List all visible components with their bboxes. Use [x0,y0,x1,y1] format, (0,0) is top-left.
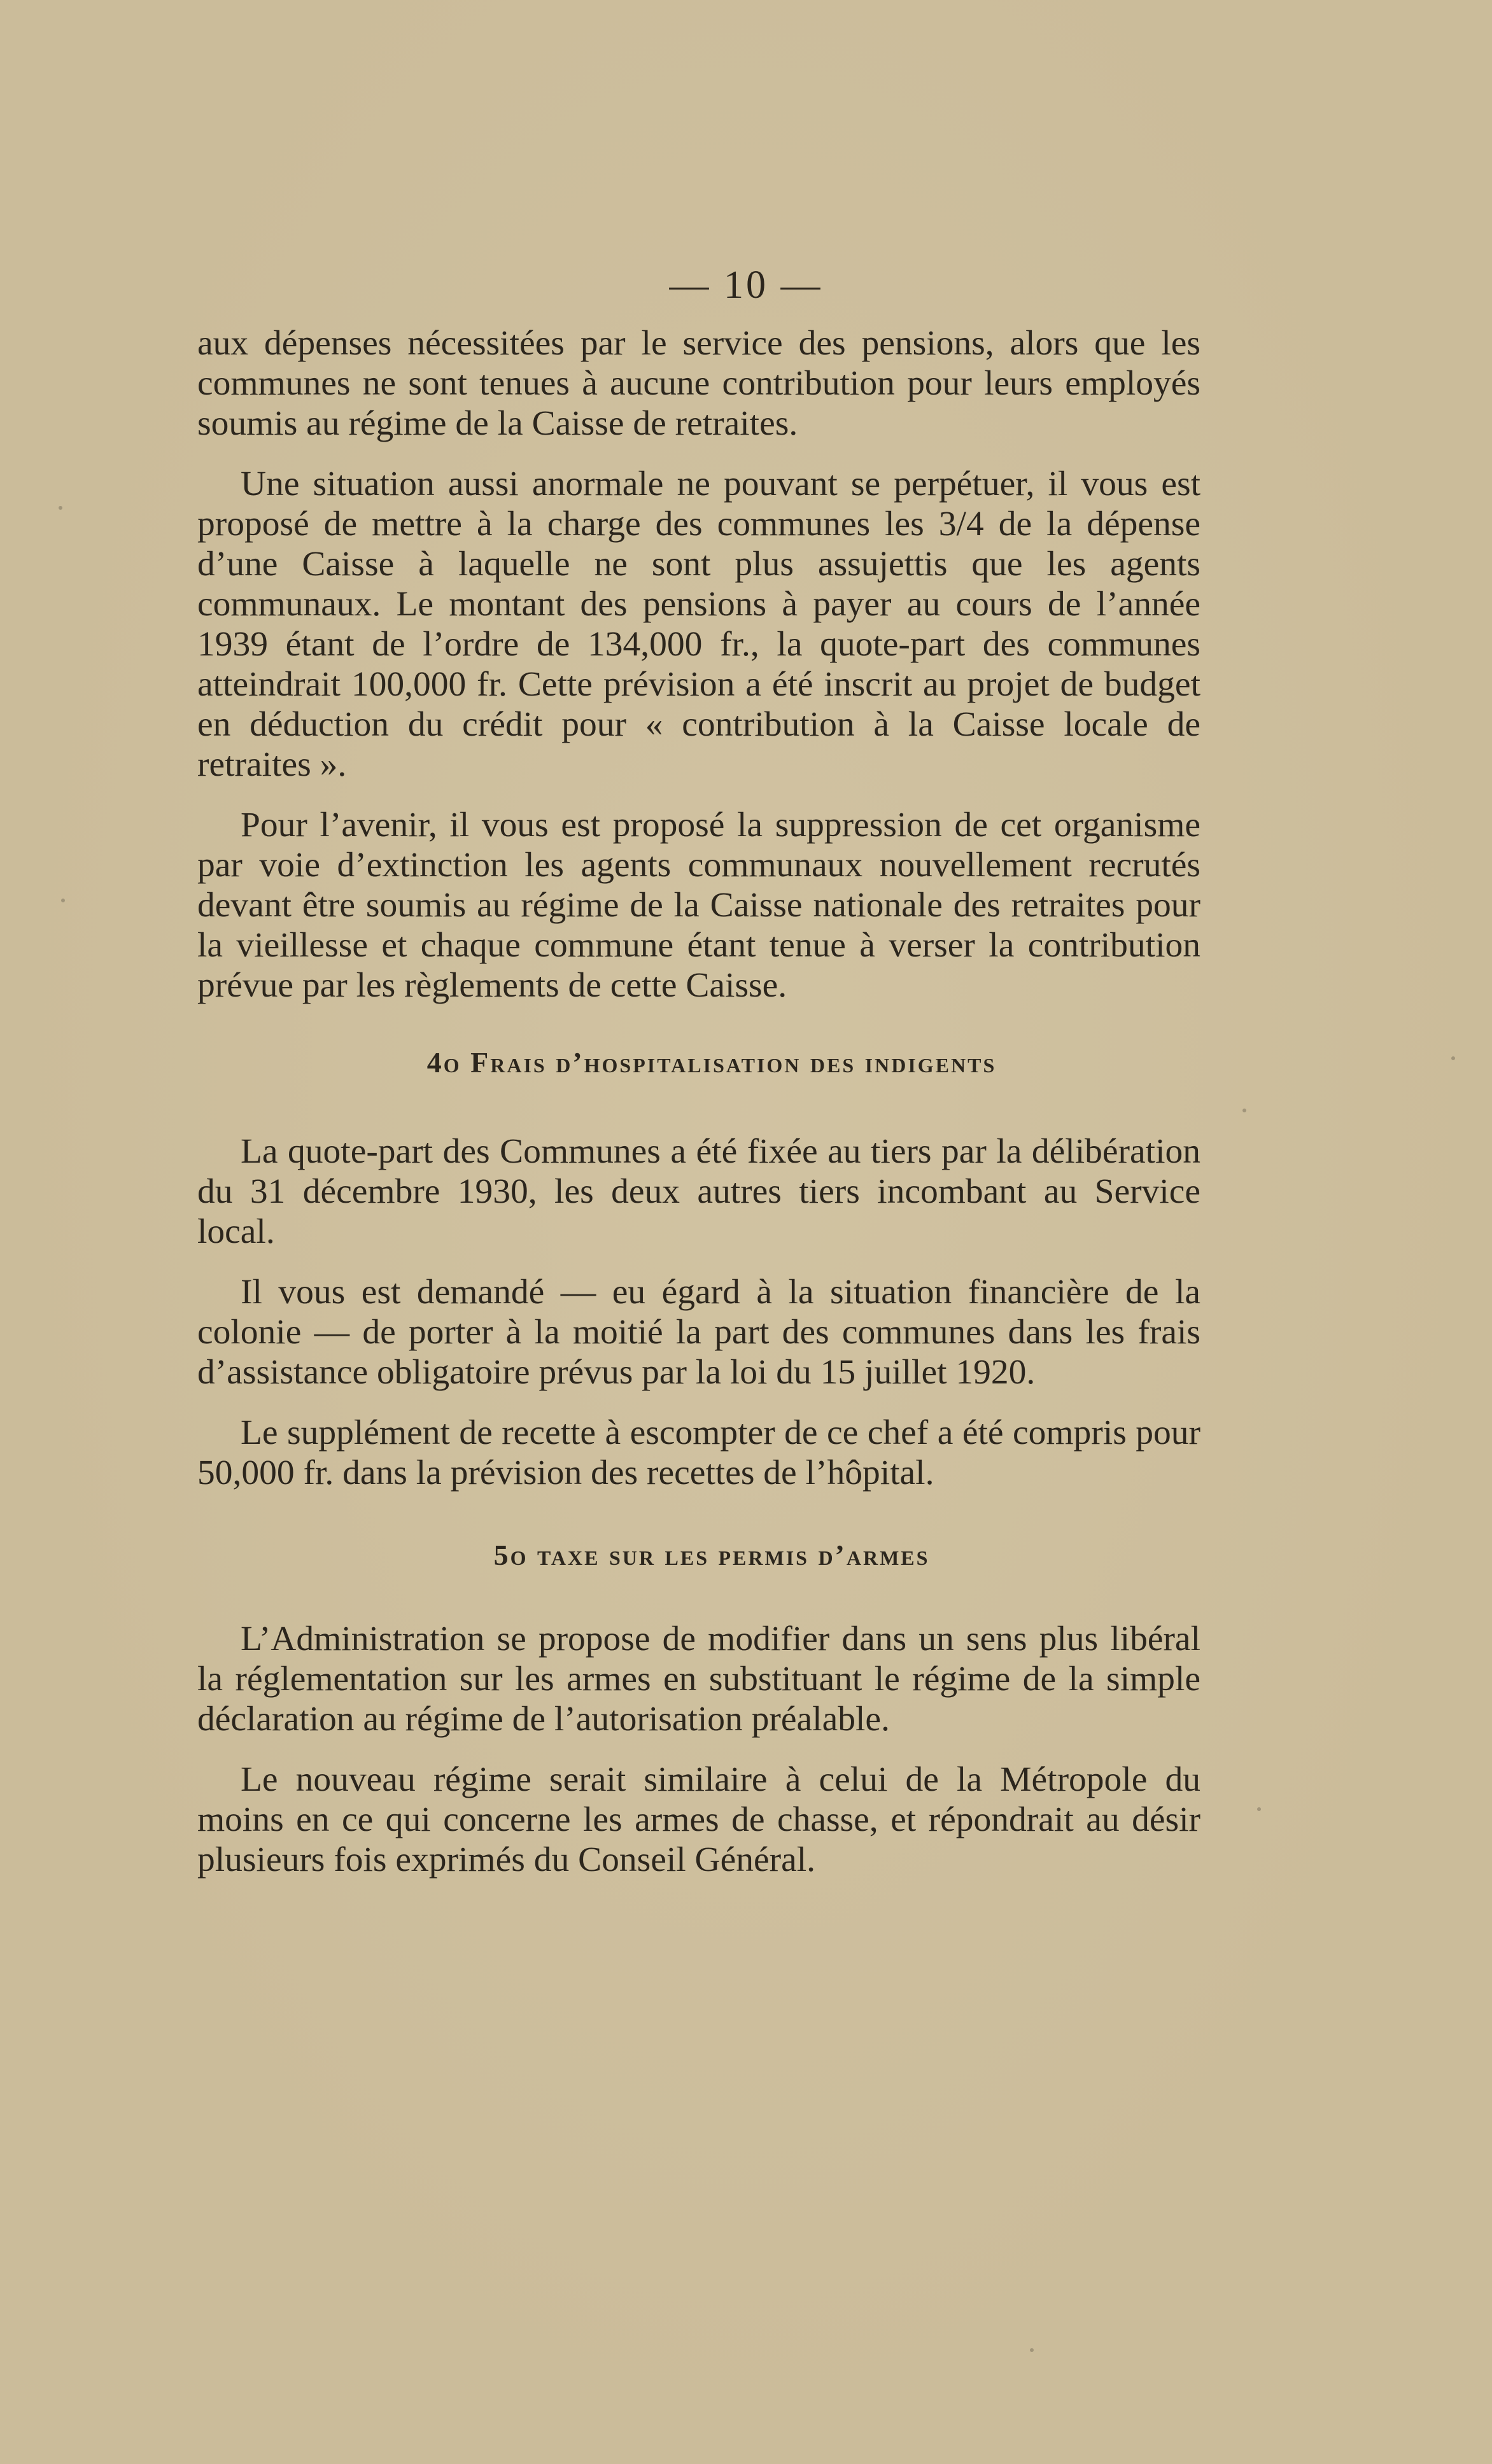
paragraph-supplement-recette: Le supplément de recette à escompter de ce chef a été compris pour 50,000 fr. dans la prévision des recettes de l’hôpital. [197,1413,1200,1492]
section-heading-permis-armes: 5o taxe sur les permis d’armes [493,1539,930,1571]
paragraph-continuation: aux dépenses nécessitées par le service des pensions, alors que les communes ne sont tenues à aucune contribution pour leurs employés soumis au régime de la Caisse de retraites. [197,324,1200,443]
paper-speck [1030,2348,1034,2352]
paragraph-quote-part: La quote-part des Communes a été fixée au tiers par la délibération du 31 décembre 1930, les deux autres tiers incombant au Service local. [197,1132,1200,1251]
paper-speck [59,506,62,510]
paragraph-anomalous-situation: Une situation aussi anormale ne pouvant se perpétuer, il vous est proposé de mettre à la charge des communes les 3/4 de la dépense d’une Caisse à laquelle ne sont plus assujettis que les agents communaux. Le montant des pensions à payer au cours de l’année 1939 étant de l’ordre de 134,000 fr., la quote-part des communes atteindrait 100,000 fr. Cette prévision a été inscrit au projet de budget en déduction du crédit pour « contribution à la Caisse locale de retraites ». [197,465,1200,784]
paragraph-moitie: Il vous est demandé — eu égard à la situation financière de la colonie — de porter à la moitié la part des communes dans les frais d’assistance obligatoire prévus par la loi du 15 juillet 1920. [197,1273,1200,1392]
paper-speck [61,899,65,902]
paper-speck [1257,1807,1261,1811]
paper-speck [1242,1109,1246,1112]
paper-speck [1451,1056,1455,1060]
paragraph-future-suppression: Pour l’avenir, il vous est proposé la suppression de cet organisme par voie d’extinction les agents communaux nouvellement recrutés devant être soumis au régime de la Caisse nationale des retraites pour la vieillesse et chaque commune étant tenue à verser la contribution prévue par les règlements de cette Caisse. [197,806,1200,1005]
page-number: — 10 — [669,263,823,307]
paragraph-administration: L’Administration se propose de modifier dans un sens plus libéral la réglementation sur les armes en substituant le régime de la simple déclaration au régime de l’autorisation préalable. [197,1620,1200,1739]
section-heading-hospitalisation: 4o Frais d’hospitalisation des indigents [426,1046,997,1079]
paragraph-nouveau-regime: Le nouveau régime serait similaire à celui de la Métropole du moins en ce qui concerne les armes de chasse, et répondrait au désir plusieurs fois exprimés du Conseil Général. [197,1760,1200,1879]
text-body [197,323,1200,1880]
